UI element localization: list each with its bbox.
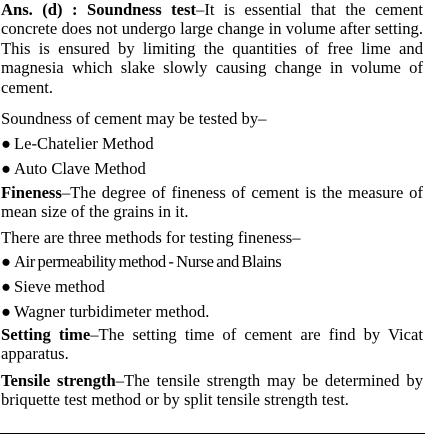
fineness-heading: Fineness [1, 183, 62, 202]
soundness-heading: Ans. (d) : Soundness test [1, 0, 197, 19]
soundness-method-item [1, 134, 423, 153]
fineness-intro: There are three methods for testing fineness– [1, 228, 301, 247]
tensile-strength-text: –The tensile strength may be determined by briquette test method or by split tensile strength test. [1, 371, 423, 410]
fineness-method-label: Air permeability method - Nurse and Blains [14, 252, 282, 271]
fineness-method-label: Sieve method [14, 277, 105, 296]
bullet-icon: ● [1, 302, 12, 321]
setting-time-heading: Setting time [1, 325, 91, 344]
fineness-method-label: Wagner turbidimeter method. [14, 302, 210, 321]
soundness-method-label: Auto Clave Method [14, 159, 146, 178]
bullet-icon: ● [1, 159, 12, 178]
fineness-paragraph [1, 183, 423, 222]
tensile-strength-paragraph [1, 371, 423, 410]
soundness-text: –It is essential that the cement concrete does not undergo large change in volume after setting. This is ensured by limiting the quantities of free lime and magnesia which slake slowly causing change in volume of cement. [1, 0, 423, 97]
bullet-icon: ● [1, 134, 12, 153]
soundness-method-label: Le-Chatelier Method [14, 134, 154, 153]
setting-time-text: –The setting time of cement are find by Vicat apparatus. [1, 325, 423, 364]
fineness-text: –The degree of fineness of cement is the measure of mean size of the grains in it. [1, 183, 423, 222]
soundness-intro: Soundness of cement may be tested by– [1, 109, 267, 128]
soundness-paragraph [1, 0, 423, 97]
bullet-icon: ● [1, 277, 12, 296]
bullet-icon: ● [1, 252, 11, 271]
fineness-method-item [1, 277, 423, 296]
setting-time-paragraph [1, 325, 423, 364]
fineness-method-item [1, 302, 423, 321]
soundness-method-item [1, 159, 423, 178]
tensile-strength-heading: Tensile strength [1, 371, 116, 390]
fineness-method-item [1, 252, 423, 271]
